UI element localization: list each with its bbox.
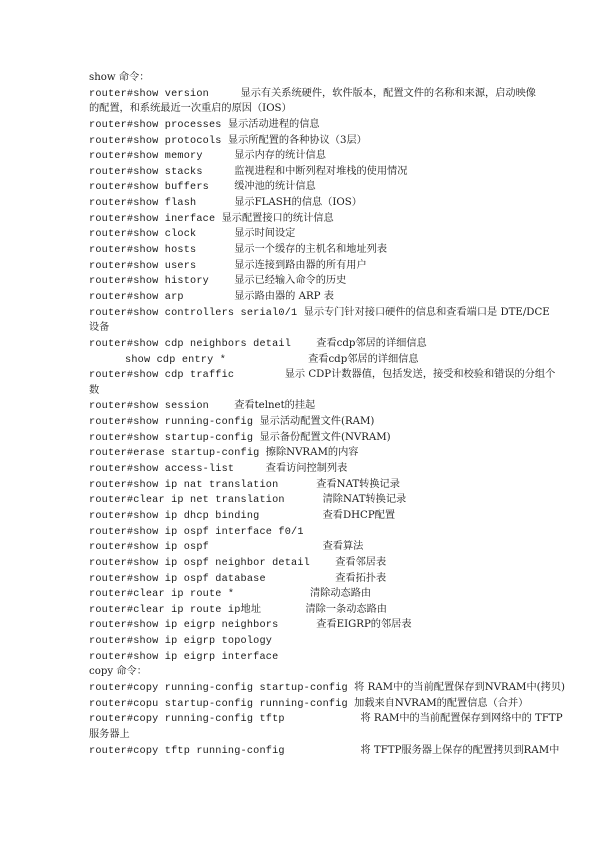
command-description: 清除NAT转换记录	[322, 494, 407, 506]
command-line	[89, 336, 529, 352]
command-list	[89, 86, 565, 759]
command-line	[89, 586, 529, 602]
command-line	[89, 524, 529, 540]
command-text: router#show cdp traffic	[89, 370, 285, 382]
command-description: 显示备份配置文件(NVRAM)	[259, 431, 391, 443]
command-text: router#show ip eigrp interface	[89, 651, 279, 663]
command-line	[89, 602, 529, 618]
command-description: 将 RAM中的当前配置保存到网络中的 TFTP	[360, 713, 563, 725]
command-description: 将 RAM中的当前配置保存到NVRAM中(拷贝)	[354, 681, 565, 693]
command-text: router#show startup-config	[89, 432, 260, 444]
command-text: router#show processes	[89, 119, 228, 131]
command-line	[89, 242, 529, 258]
command-description: 显示路由器的 ARP 表	[234, 290, 334, 302]
command-line	[89, 148, 529, 164]
command-description: 显示 CDP计数器值，包括发送，接受和校验和错误的分组个	[284, 369, 556, 381]
command-description: 显示专门针对接口硬件的信息和查看端口是 DTE/DCE	[303, 306, 550, 318]
description-continuation: 设备	[89, 322, 110, 334]
command-description: 查看telnet的挂起	[234, 400, 316, 412]
command-line	[89, 492, 529, 508]
command-line	[89, 508, 529, 524]
command-description: 显示一个缓存的主机名和地址列表	[234, 244, 388, 256]
command-text: router#show buffers	[89, 182, 235, 194]
command-text: router#show inerface	[89, 213, 222, 225]
command-line	[89, 179, 529, 195]
command-text: router#show history	[89, 276, 235, 288]
command-line	[89, 133, 529, 149]
command-description: 查看访问控制列表	[265, 463, 348, 475]
command-text: router#copu startup-config running-config	[89, 698, 355, 710]
command-line	[89, 164, 529, 180]
command-text: router#show flash	[89, 198, 235, 210]
command-description: 显示配置接口的统计信息	[221, 212, 334, 224]
command-line	[89, 617, 529, 633]
command-description: 查看DHCP配置	[322, 509, 396, 521]
command-text: router#show version	[89, 88, 241, 100]
command-text: router#show memory	[89, 151, 235, 163]
description-continuation: 服务器上	[89, 728, 130, 740]
command-text: router#show protocols	[89, 135, 228, 147]
command-line	[89, 398, 529, 414]
command-description: 查看NAT转换记录	[316, 478, 400, 490]
command-line	[89, 117, 529, 133]
command-text: router#show ip ospf neighbor detail	[89, 557, 336, 569]
command-description: 显示活动进程的信息	[227, 118, 320, 130]
command-text: router#copy running-config startup-config	[89, 682, 355, 694]
command-text: router#copy running-config tftp	[89, 714, 361, 726]
command-text: router#show cdp neighbors detail	[89, 338, 317, 350]
command-description: 显示内存的统计信息	[234, 150, 326, 162]
command-text: router#show hosts	[89, 245, 235, 257]
command-line	[89, 86, 536, 102]
section-heading-copy: copy 命令：	[89, 666, 147, 678]
command-line	[89, 743, 560, 759]
command-line	[89, 461, 529, 477]
command-description: 显示已经输入命令的历史	[234, 275, 347, 287]
command-line	[89, 571, 529, 587]
command-text: router#clear ip net translation	[89, 495, 323, 507]
command-description: 查看cdp邻居的详细信息	[308, 353, 419, 365]
command-text: router#clear ip route *	[89, 589, 310, 601]
command-text: router#show ip dhcp binding	[89, 510, 323, 522]
command-line	[89, 273, 529, 289]
description-continuation: 数	[89, 384, 100, 396]
command-text: router#show running-config	[89, 417, 260, 429]
command-description: 查看EIGRP的邻居表	[316, 619, 412, 631]
command-line	[89, 305, 550, 321]
command-line	[89, 477, 529, 493]
command-text: router#show arp	[89, 291, 235, 303]
command-description: 显示时间设定	[234, 228, 296, 240]
command-text: router#show ip ospf	[89, 542, 323, 554]
command-text: router#show access-list	[89, 464, 266, 476]
command-line	[89, 367, 556, 383]
command-line	[89, 258, 529, 274]
command-text: router#show ip ospf database	[89, 573, 336, 585]
command-text: router#show ip ospf interface f0/1	[89, 526, 304, 538]
command-line	[89, 649, 529, 665]
command-line	[89, 711, 563, 727]
command-description: 显示所配置的各种协议（3层）	[227, 134, 367, 146]
command-line	[89, 289, 529, 305]
command-line	[89, 430, 529, 446]
command-description: 查看拓扑表	[335, 572, 387, 584]
command-description: 显示连接到路由器的所有用户	[234, 259, 367, 271]
command-description: 查看cdp邻居的详细信息	[316, 337, 427, 349]
command-description: 清除一条动态路由	[305, 603, 387, 615]
command-line	[89, 633, 529, 649]
command-text: router#show stacks	[89, 166, 235, 178]
command-text: router#erase startup-config	[89, 448, 266, 460]
command-description: 显示有关系统硬件，软件版本，配置文件的名称和来源，启动映像	[240, 87, 536, 99]
command-description: 擦除NVRAM的内容	[265, 447, 359, 459]
command-description: 监视进程和中断列程对堆栈的使用情况	[234, 165, 408, 177]
command-description: 显示FLASH的信息（IOS）	[234, 197, 362, 209]
command-text: router#clear ip route ip地址	[89, 604, 306, 616]
command-line	[89, 226, 529, 242]
command-line	[89, 696, 529, 712]
command-text: router#copy tftp running-config	[89, 745, 361, 757]
command-text: router#show session	[89, 401, 235, 413]
command-description: 加载来自NVRAM的配置信息（合并）	[354, 697, 529, 709]
command-text: router#show clock	[89, 229, 235, 241]
command-text: show cdp entry *	[125, 354, 309, 366]
command-text: router#show ip eigrp topology	[89, 636, 273, 648]
command-line	[89, 414, 529, 430]
command-line	[89, 555, 529, 571]
command-description: 查看邻居表	[335, 556, 387, 568]
command-line	[89, 352, 529, 368]
command-description: 清除动态路由	[309, 588, 372, 600]
command-text: router#show ip eigrp neighbors	[89, 620, 317, 632]
command-text: router#show ip nat translation	[89, 479, 317, 491]
description-continuation: 的配置，和系统最近一次重启的原因（IOS）	[89, 103, 292, 115]
document-page	[89, 70, 565, 758]
command-description: 缓冲池的统计信息	[234, 181, 316, 193]
command-line	[89, 445, 529, 461]
command-line	[89, 680, 565, 696]
command-text: router#show controllers serial0/1	[89, 307, 304, 319]
command-text: router#show users	[89, 260, 235, 272]
command-description: 将 TFTP服务器上保存的配置拷贝到RAM中	[360, 744, 560, 756]
command-description: 查看算法	[322, 541, 364, 553]
command-line	[89, 539, 529, 555]
command-line	[89, 211, 529, 227]
command-line	[89, 195, 529, 211]
section-heading-show: show 命令：	[89, 72, 150, 83]
command-description: 显示活动配置文件(RAM)	[259, 416, 375, 428]
